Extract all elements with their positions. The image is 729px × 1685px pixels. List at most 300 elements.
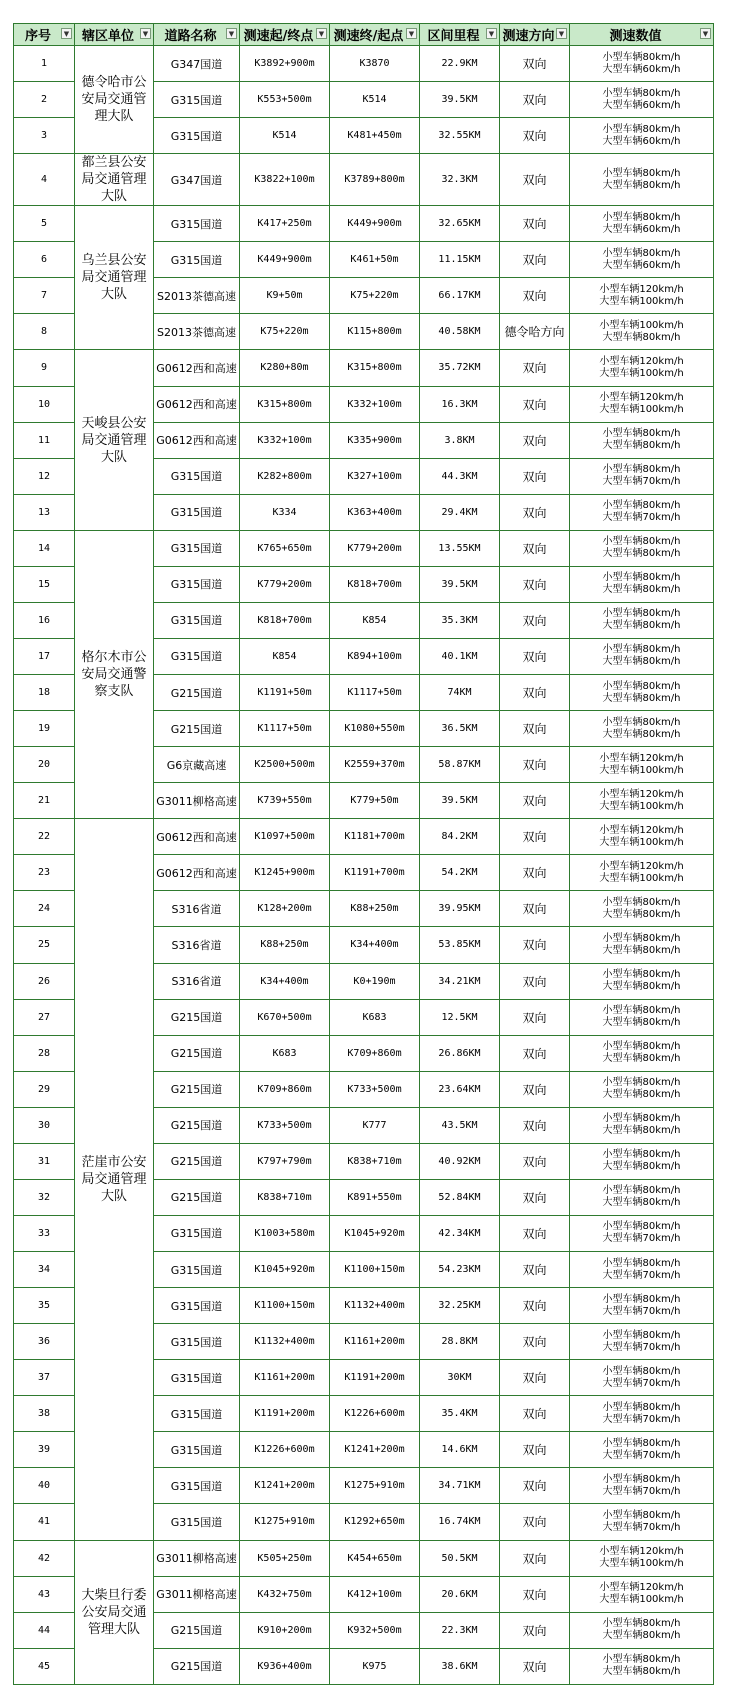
start-point: K334 [240,494,330,530]
start-point: K3822+100m [240,154,330,206]
table-body [14,46,714,1685]
speed-limit [570,927,714,963]
small-vehicle-limit: 小型车辆80km/h [602,572,681,584]
row-number: 17 [14,638,75,674]
header-distance[interactable]: 区间里程 ▼ [420,24,500,46]
small-vehicle-limit: 小型车辆80km/h [602,969,681,981]
speed-direction: 双向 [500,1504,570,1540]
speed-direction: 双向 [500,1071,570,1107]
speed-limit [570,278,714,314]
start-point: K2500+500m [240,747,330,783]
section-distance: 34.71KM [420,1468,500,1504]
small-vehicle-limit: 小型车辆80km/h [602,1041,681,1053]
speed-limit [570,422,714,458]
large-vehicle-limit: 大型车辆70km/h [602,512,681,524]
section-distance: 23.64KM [420,1071,500,1107]
end-point: K777 [330,1107,420,1143]
large-vehicle-limit: 大型车辆80km/h [602,1089,681,1101]
start-point: K1191+200m [240,1396,330,1432]
speed-limit [570,1035,714,1071]
speed-limit [570,891,714,927]
speed-limit [570,350,714,386]
start-point: K432+750m [240,1576,330,1612]
row-number: 30 [14,1107,75,1143]
small-vehicle-limit: 小型车辆80km/h [602,644,681,656]
speed-limit [570,82,714,118]
speed-direction: 双向 [500,891,570,927]
speed-direction: 双向 [500,206,570,242]
road-name: G315国道 [154,118,240,154]
row-number: 39 [14,1432,75,1468]
road-name: G315国道 [154,602,240,638]
small-vehicle-limit: 小型车辆80km/h [602,1113,681,1125]
speed-direction: 双向 [500,422,570,458]
large-vehicle-limit: 大型车辆80km/h [602,1053,681,1065]
speed-direction: 双向 [500,566,570,602]
row-number: 20 [14,747,75,783]
start-point: K683 [240,1035,330,1071]
speed-limit [570,1252,714,1288]
end-point: K335+900m [330,422,420,458]
road-name: G315国道 [154,1288,240,1324]
filter-dropdown-icon[interactable]: ▼ [486,28,497,39]
small-vehicle-limit: 小型车辆80km/h [602,536,681,548]
header-start[interactable]: 测速起/终点 ▼ [240,24,330,46]
section-distance: 39.95KM [420,891,500,927]
large-vehicle-limit: 大型车辆100km/h [599,404,684,416]
road-name: S316省道 [154,927,240,963]
large-vehicle-limit: 大型车辆80km/h [602,1017,681,1029]
small-vehicle-limit: 小型车辆80km/h [602,1221,681,1233]
start-point: K1245+900m [240,855,330,891]
row-number: 11 [14,422,75,458]
section-distance: 16.74KM [420,1504,500,1540]
start-point: K1117+50m [240,711,330,747]
speed-direction: 双向 [500,82,570,118]
speed-direction: 双向 [500,963,570,999]
large-vehicle-limit: 大型车辆80km/h [602,1666,681,1678]
speed-limit [570,118,714,154]
road-name: G315国道 [154,1504,240,1540]
road-name: G315国道 [154,82,240,118]
speed-limit [570,566,714,602]
unit-name: 天峻县公安局交通管理大队 [75,350,154,530]
large-vehicle-limit: 大型车辆70km/h [602,1521,681,1533]
section-distance: 13.55KM [420,530,500,566]
section-distance: 30KM [420,1360,500,1396]
road-name: G215国道 [154,1035,240,1071]
road-name: G215国道 [154,1179,240,1215]
large-vehicle-limit: 大型车辆80km/h [602,1197,681,1209]
start-point: K1100+150m [240,1288,330,1324]
large-vehicle-limit: 大型车辆100km/h [599,1594,684,1606]
road-name: G215国道 [154,675,240,711]
start-point: K282+800m [240,458,330,494]
row-number: 28 [14,1035,75,1071]
header-unit[interactable]: 辖区单位 ▼ [75,24,154,46]
header-end[interactable]: 测速终/起点 ▼ [330,24,420,46]
start-point: K75+220m [240,314,330,350]
speed-limit [570,154,714,206]
small-vehicle-limit: 小型车辆80km/h [602,1329,681,1341]
small-vehicle-limit: 小型车辆80km/h [602,464,681,476]
start-point: K553+500m [240,82,330,118]
road-name: G315国道 [154,458,240,494]
unit-name: 都兰县公安局交通管理大队 [75,154,154,206]
road-name: S316省道 [154,891,240,927]
speed-direction: 双向 [500,494,570,530]
start-point: K417+250m [240,206,330,242]
speed-limit [570,1179,714,1215]
speed-direction: 双向 [500,386,570,422]
row-number: 12 [14,458,75,494]
speed-limit [570,1396,714,1432]
row-number: 35 [14,1288,75,1324]
small-vehicle-limit: 小型车辆80km/h [602,896,681,908]
speed-limit [570,1324,714,1360]
speed-limit [570,711,714,747]
road-name: S2013茶德高速 [154,314,240,350]
large-vehicle-limit: 大型车辆80km/h [602,656,681,668]
end-point: K115+800m [330,314,420,350]
filter-dropdown-icon[interactable]: ▼ [406,28,417,39]
road-name: G215国道 [154,1107,240,1143]
small-vehicle-limit: 小型车辆80km/h [602,247,681,259]
start-point: K818+700m [240,602,330,638]
large-vehicle-limit: 大型车辆80km/h [602,1630,681,1642]
start-point: K779+200m [240,566,330,602]
large-vehicle-limit: 大型车辆80km/h [602,1161,681,1173]
large-vehicle-limit: 大型车辆60km/h [602,135,681,147]
section-distance: 29.4KM [420,494,500,530]
start-point: K936+400m [240,1648,330,1684]
start-point: K854 [240,638,330,674]
section-distance: 39.5KM [420,783,500,819]
start-point: K765+650m [240,530,330,566]
header-row [14,24,714,46]
start-point: K88+250m [240,927,330,963]
road-name: G315国道 [154,1432,240,1468]
row-number: 44 [14,1612,75,1648]
speed-direction: 双向 [500,1143,570,1179]
speed-direction: 双向 [500,242,570,278]
road-name: G215国道 [154,1143,240,1179]
end-point: K838+710m [330,1143,420,1179]
speed-direction: 双向 [500,1179,570,1215]
row-number: 16 [14,602,75,638]
row-number: 43 [14,1576,75,1612]
end-point: K1161+200m [330,1324,420,1360]
large-vehicle-limit: 大型车辆80km/h [602,440,681,452]
section-distance: 22.9KM [420,46,500,82]
speed-limit [570,999,714,1035]
section-distance: 11.15KM [420,242,500,278]
section-distance: 22.3KM [420,1612,500,1648]
section-distance: 35.3KM [420,602,500,638]
large-vehicle-limit: 大型车辆80km/h [602,1125,681,1137]
road-name: G347国道 [154,154,240,206]
small-vehicle-limit: 小型车辆80km/h [602,211,681,223]
start-point: K739+550m [240,783,330,819]
small-vehicle-limit: 小型车辆80km/h [602,123,681,135]
large-vehicle-limit: 大型车辆70km/h [602,1269,681,1281]
section-distance: 32.25KM [420,1288,500,1324]
speed-direction: 双向 [500,1252,570,1288]
row-number: 31 [14,1143,75,1179]
speed-direction: 双向 [500,783,570,819]
start-point: K1275+910m [240,1504,330,1540]
end-point: K1275+910m [330,1468,420,1504]
speed-limit [570,1107,714,1143]
speed-direction: 双向 [500,530,570,566]
speed-check-table [13,23,714,1685]
small-vehicle-limit: 小型车辆80km/h [602,500,681,512]
end-point: K1181+700m [330,819,420,855]
road-name: G315国道 [154,530,240,566]
small-vehicle-limit: 小型车辆80km/h [602,51,681,63]
small-vehicle-limit: 小型车辆80km/h [602,428,681,440]
start-point: K1003+580m [240,1215,330,1251]
large-vehicle-limit: 大型车辆60km/h [602,259,681,271]
row-number: 1 [14,46,75,82]
row-number: 38 [14,1396,75,1432]
speed-limit [570,1071,714,1107]
speed-limit [570,458,714,494]
table-row [14,206,714,242]
header-road[interactable]: 道路名称 ▼ [154,24,240,46]
row-number: 14 [14,530,75,566]
filter-dropdown-icon[interactable]: ▼ [140,28,151,39]
large-vehicle-limit: 大型车辆80km/h [602,728,681,740]
start-point: K910+200m [240,1612,330,1648]
small-vehicle-limit: 小型车辆120km/h [599,752,684,764]
row-number: 9 [14,350,75,386]
start-point: K505+250m [240,1540,330,1576]
section-distance: 32.3KM [420,154,500,206]
speed-direction: 双向 [500,46,570,82]
small-vehicle-limit: 小型车辆80km/h [602,1077,681,1089]
large-vehicle-limit: 大型车辆100km/h [599,1558,684,1570]
start-point: K797+790m [240,1143,330,1179]
section-distance: 74KM [420,675,500,711]
end-point: K683 [330,999,420,1035]
end-point: K932+500m [330,1612,420,1648]
speed-limit [570,1504,714,1540]
header-limit[interactable]: 测速数值 ▼ [570,24,714,46]
speed-limit [570,1576,714,1612]
speed-direction: 双向 [500,747,570,783]
row-number: 37 [14,1360,75,1396]
small-vehicle-limit: 小型车辆80km/h [602,1149,681,1161]
row-number: 33 [14,1215,75,1251]
large-vehicle-limit: 大型车辆70km/h [602,1449,681,1461]
road-name: G0612西和高速 [154,855,240,891]
row-number: 7 [14,278,75,314]
end-point: K1191+700m [330,855,420,891]
small-vehicle-limit: 小型车辆80km/h [602,716,681,728]
small-vehicle-limit: 小型车辆120km/h [599,1546,684,1558]
section-distance: 34.21KM [420,963,500,999]
road-name: G315国道 [154,1468,240,1504]
start-point: K280+80m [240,350,330,386]
large-vehicle-limit: 大型车辆80km/h [602,944,681,956]
speed-limit [570,1540,714,1576]
large-vehicle-limit: 大型车辆70km/h [602,476,681,488]
road-name: G0612西和高速 [154,819,240,855]
section-distance: 32.55KM [420,118,500,154]
section-distance: 26.86KM [420,1035,500,1071]
large-vehicle-limit: 大型车辆100km/h [599,367,684,379]
end-point: K3789+800m [330,154,420,206]
start-point: K1097+500m [240,819,330,855]
row-number: 34 [14,1252,75,1288]
row-number: 6 [14,242,75,278]
road-name: G3011柳格高速 [154,1576,240,1612]
road-name: G215国道 [154,1648,240,1684]
filter-dropdown-icon[interactable]: ▼ [556,28,567,39]
small-vehicle-limit: 小型车辆120km/h [599,788,684,800]
small-vehicle-limit: 小型车辆120km/h [599,860,684,872]
end-point: K363+400m [330,494,420,530]
section-distance: 40.1KM [420,638,500,674]
start-point: K1161+200m [240,1360,330,1396]
section-distance: 12.5KM [420,999,500,1035]
small-vehicle-limit: 小型车辆80km/h [602,1005,681,1017]
row-number: 42 [14,1540,75,1576]
start-point: K3892+900m [240,46,330,82]
speed-limit [570,206,714,242]
end-point: K75+220m [330,278,420,314]
end-point: K891+550m [330,1179,420,1215]
road-name: S316省道 [154,963,240,999]
filter-dropdown-icon[interactable]: ▼ [316,28,327,39]
end-point: K975 [330,1648,420,1684]
row-number: 21 [14,783,75,819]
section-distance: 20.6KM [420,1576,500,1612]
filter-dropdown-icon[interactable]: ▼ [700,28,711,39]
small-vehicle-limit: 小型车辆80km/h [602,1257,681,1269]
end-point: K481+450m [330,118,420,154]
section-distance: 42.34KM [420,1215,500,1251]
speed-limit [570,494,714,530]
road-name: G215国道 [154,1071,240,1107]
row-number: 32 [14,1179,75,1215]
start-point: K733+500m [240,1107,330,1143]
speed-direction: 双向 [500,350,570,386]
end-point: K1132+400m [330,1288,420,1324]
filter-dropdown-icon[interactable]: ▼ [226,28,237,39]
speed-direction: 双向 [500,1468,570,1504]
unit-name: 乌兰县公安局交通管理大队 [75,206,154,350]
speed-limit [570,1612,714,1648]
end-point: K88+250m [330,891,420,927]
speed-limit [570,386,714,422]
end-point: K1241+200m [330,1432,420,1468]
speed-direction: 双向 [500,1576,570,1612]
section-distance: 50.5KM [420,1540,500,1576]
end-point: K1100+150m [330,1252,420,1288]
start-point: K514 [240,118,330,154]
start-point: K128+200m [240,891,330,927]
small-vehicle-limit: 小型车辆80km/h [602,1654,681,1666]
small-vehicle-limit: 小型车辆80km/h [602,932,681,944]
row-number: 41 [14,1504,75,1540]
start-point: K709+860m [240,1071,330,1107]
road-name: G315国道 [154,1360,240,1396]
speed-limit [570,1432,714,1468]
large-vehicle-limit: 大型车辆70km/h [602,1341,681,1353]
start-point: K1241+200m [240,1468,330,1504]
large-vehicle-limit: 大型车辆100km/h [599,800,684,812]
end-point: K1080+550m [330,711,420,747]
speed-direction: 双向 [500,458,570,494]
speed-direction: 双向 [500,602,570,638]
section-distance: 52.84KM [420,1179,500,1215]
row-number: 19 [14,711,75,747]
road-name: G315国道 [154,1215,240,1251]
large-vehicle-limit: 大型车辆80km/h [602,620,681,632]
large-vehicle-limit: 大型车辆80km/h [602,908,681,920]
small-vehicle-limit: 小型车辆80km/h [602,87,681,99]
road-name: G215国道 [154,999,240,1035]
end-point: K1117+50m [330,675,420,711]
section-distance: 53.85KM [420,927,500,963]
speed-direction: 双向 [500,819,570,855]
small-vehicle-limit: 小型车辆80km/h [602,1509,681,1521]
speed-limit [570,819,714,855]
large-vehicle-limit: 大型车辆100km/h [599,872,684,884]
speed-direction: 双向 [500,1540,570,1576]
row-number: 5 [14,206,75,242]
end-point: K327+100m [330,458,420,494]
end-point: K514 [330,82,420,118]
header-no[interactable]: 序号 ▼ [14,24,75,46]
end-point: K461+50m [330,242,420,278]
speed-limit [570,675,714,711]
start-point: K838+710m [240,1179,330,1215]
speed-limit [570,46,714,82]
section-distance: 43.5KM [420,1107,500,1143]
road-name: G315国道 [154,206,240,242]
start-point: K1226+600m [240,1432,330,1468]
header-direction[interactable]: 测速方向 ▼ [500,24,570,46]
large-vehicle-limit: 大型车辆60km/h [602,223,681,235]
filter-dropdown-icon[interactable]: ▼ [61,28,72,39]
section-distance: 44.3KM [420,458,500,494]
section-distance: 40.58KM [420,314,500,350]
speed-direction: 双向 [500,638,570,674]
speed-limit [570,1143,714,1179]
small-vehicle-limit: 小型车辆120km/h [599,392,684,404]
road-name: G215国道 [154,711,240,747]
large-vehicle-limit: 大型车辆100km/h [599,295,684,307]
small-vehicle-limit: 小型车辆120km/h [599,824,684,836]
road-name: G3011柳格高速 [154,1540,240,1576]
speed-direction: 双向 [500,855,570,891]
row-number: 25 [14,927,75,963]
small-vehicle-limit: 小型车辆80km/h [602,608,681,620]
section-distance: 35.72KM [420,350,500,386]
road-name: S2013茶德高速 [154,278,240,314]
road-name: G315国道 [154,638,240,674]
row-number: 8 [14,314,75,350]
row-number: 24 [14,891,75,927]
large-vehicle-limit: 大型车辆100km/h [599,764,684,776]
table-row [14,154,714,206]
section-distance: 28.8KM [420,1324,500,1360]
row-number: 27 [14,999,75,1035]
speed-direction: 双向 [500,999,570,1035]
